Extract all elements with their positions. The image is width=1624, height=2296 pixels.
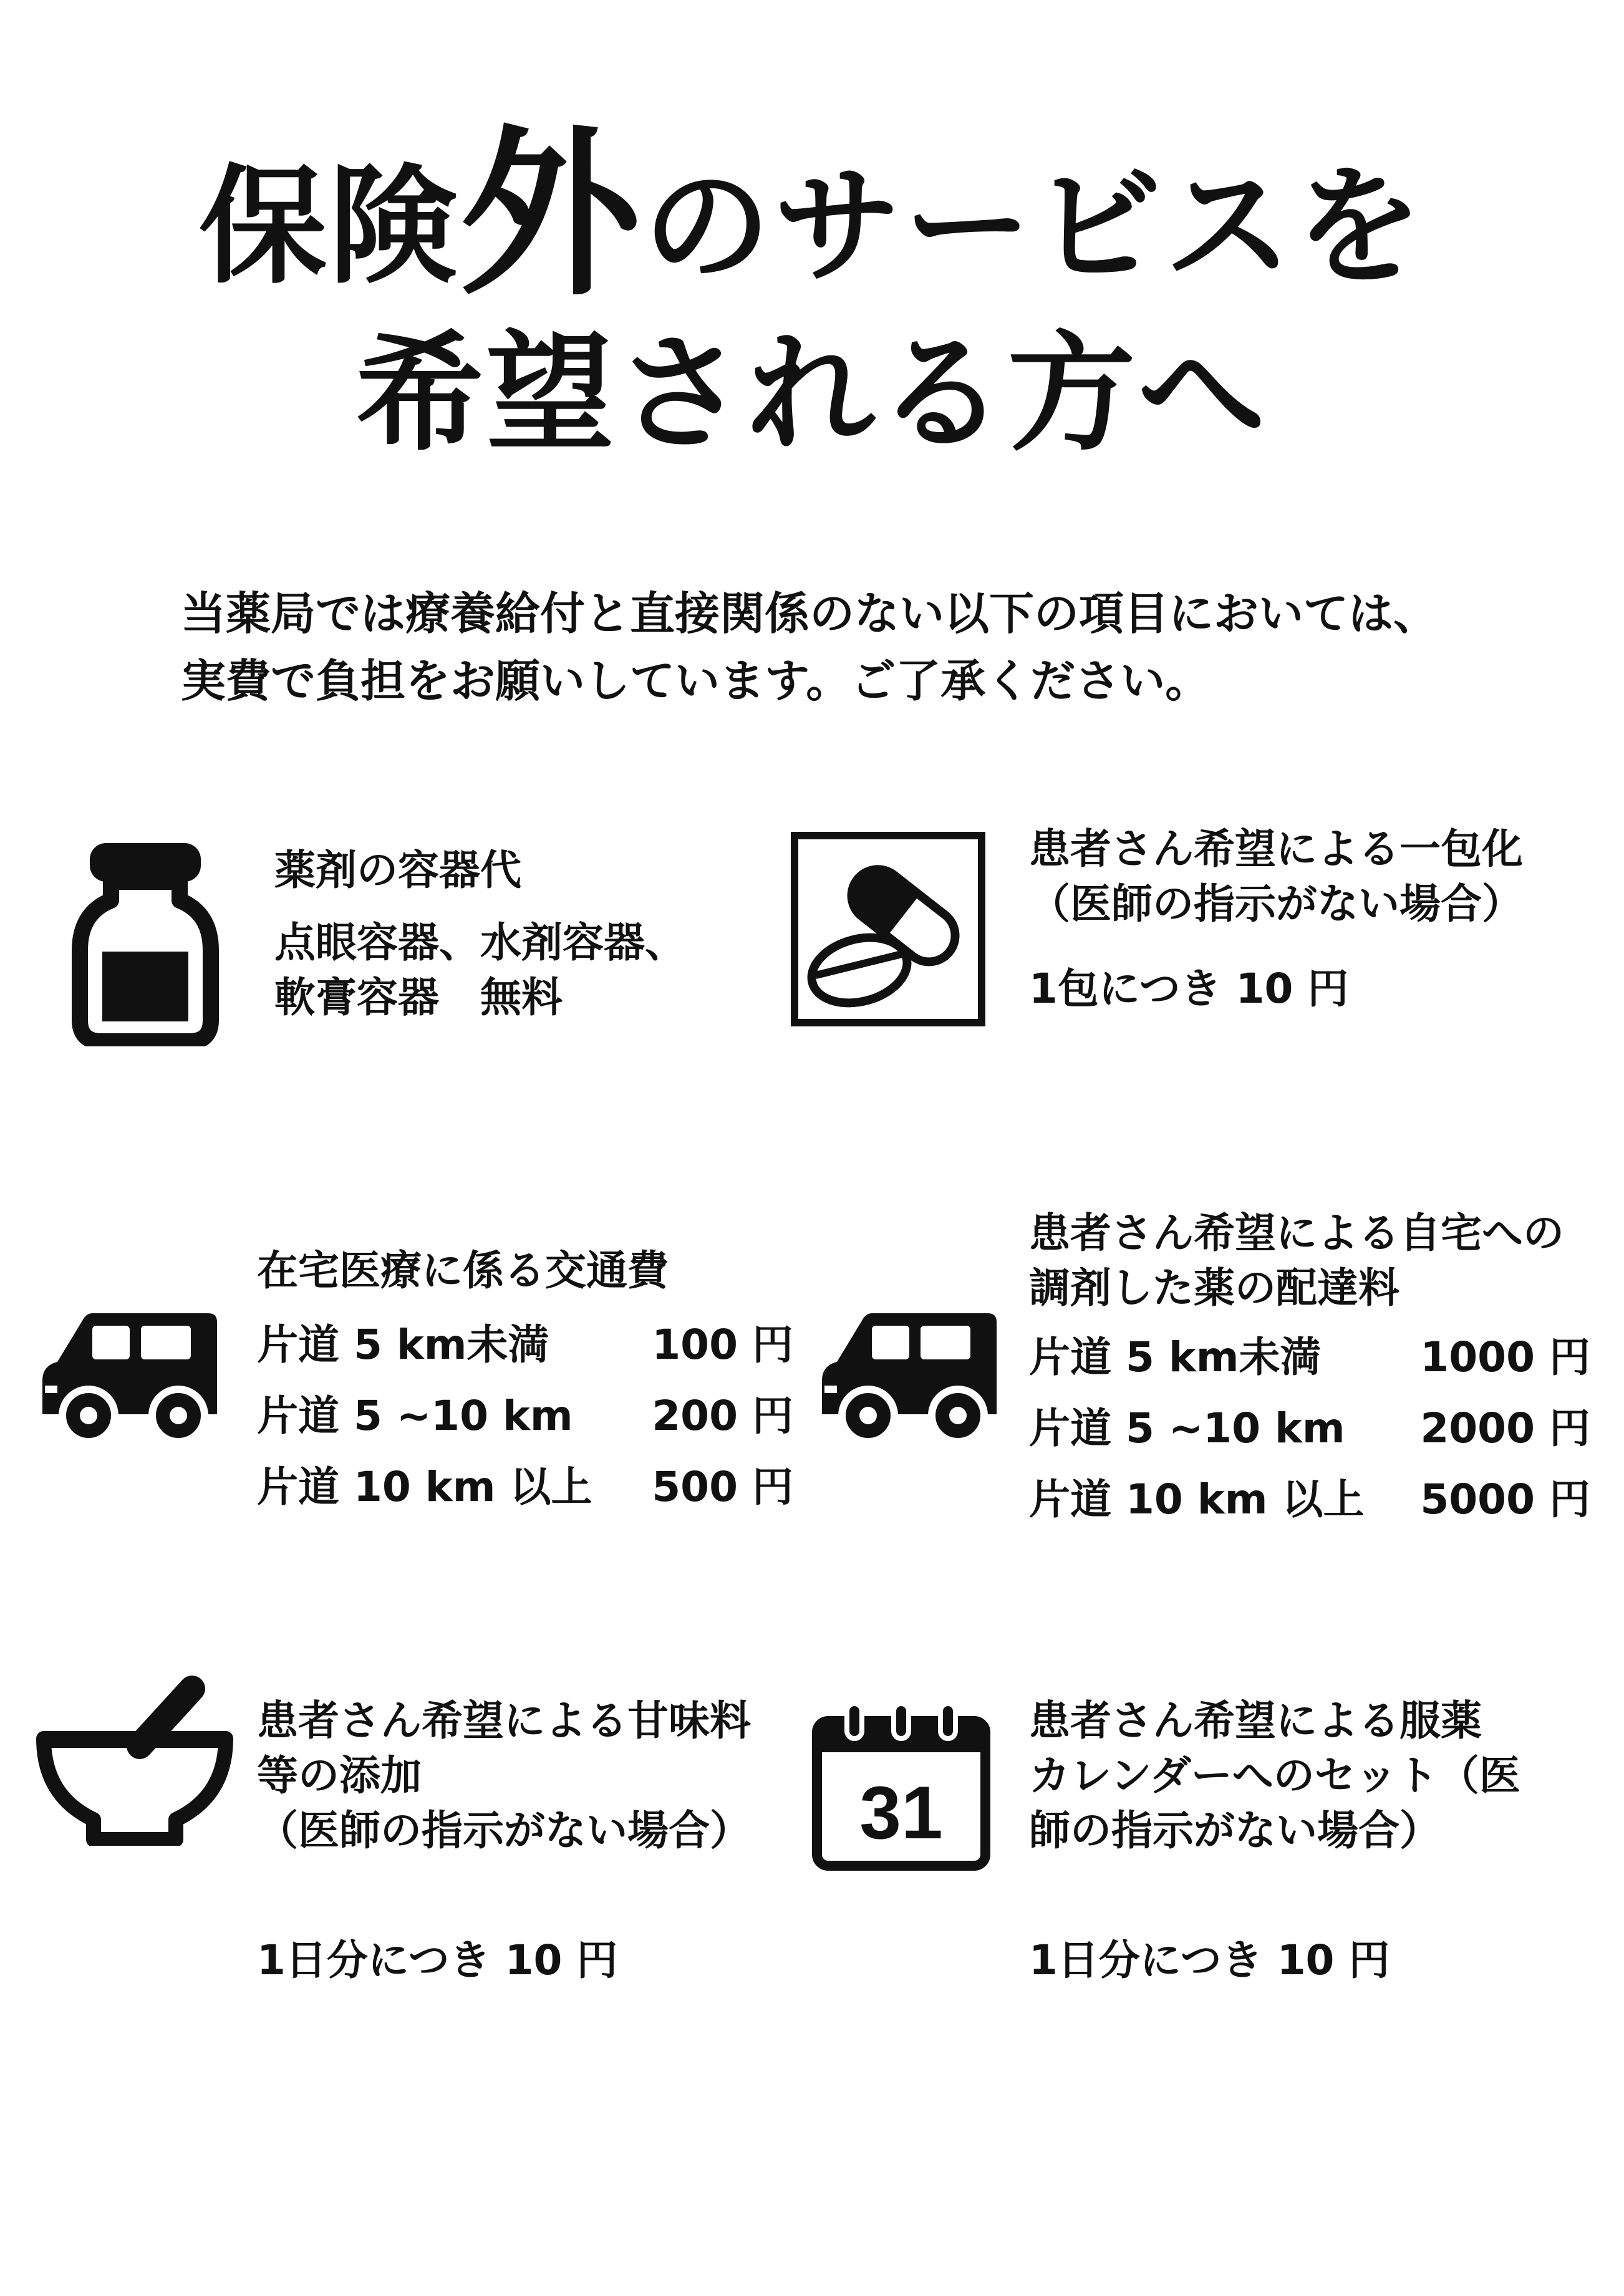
item-heading: 患者さん希望による服薬	[1029, 1697, 1482, 1745]
fee-price: 200 円	[652, 1392, 793, 1440]
item-heading: 等の添加	[257, 1752, 422, 1800]
item-sweetener	[257, 1694, 793, 1988]
intro-line: 実費で負担をお願いしています。ご了承ください。	[181, 655, 1211, 707]
item-heading: カレンダーへのセット（医	[1029, 1752, 1520, 1800]
fee-row	[1029, 1322, 1590, 1393]
medicine-bottle-icon	[67, 841, 223, 1046]
item-calendar-set	[1029, 1694, 1590, 1988]
page-title-line2: 希望される方へ	[355, 320, 1269, 468]
fee-table	[1029, 1322, 1590, 1535]
fee-price: 5000 円	[1420, 1475, 1590, 1523]
fee-distance: 片道 5 km未満	[1029, 1333, 1322, 1381]
fee-row	[257, 1310, 793, 1381]
item-heading: 患者さん希望による甘味料	[257, 1697, 751, 1745]
fee-distance: 片道 10 km 以上	[257, 1463, 592, 1511]
van-icon	[36, 1306, 225, 1448]
fee-price: 100 円	[652, 1321, 793, 1369]
item-fee: 1日分につき 10 円	[1029, 1936, 1390, 1984]
item-note: （医師の指示がない場合）	[1029, 880, 1523, 928]
intro-text	[181, 580, 1438, 715]
item-homecare-transport	[257, 1243, 793, 1523]
item-detail: 軟膏容器 無料	[274, 973, 563, 1021]
fee-distance: 片道 5 ~10 km	[1029, 1404, 1345, 1452]
intro-line: 当薬局では療養給付と直接関係のない以下の項目においては、	[181, 587, 1439, 640]
fee-distance: 片道 10 km 以上	[1029, 1475, 1365, 1523]
title-emphasis: 外	[460, 110, 643, 320]
item-heading: 患者さん希望による自宅への	[1029, 1209, 1564, 1257]
fee-table	[257, 1310, 793, 1523]
fee-row	[257, 1452, 793, 1523]
item-fee: 1包につき 10 円	[1029, 965, 1349, 1013]
fee-distance: 片道 5 ~10 km	[257, 1392, 573, 1440]
fee-price: 2000 円	[1420, 1404, 1590, 1452]
title-prefix: 保険	[199, 153, 460, 301]
fee-price: 1000 円	[1420, 1333, 1590, 1381]
item-heading: 師の指示がない場合）	[1029, 1806, 1441, 1855]
item-heading: 薬剤の容器代	[274, 846, 521, 894]
fee-distance: 片道 5 km未満	[257, 1321, 549, 1369]
title-suffix: のサービスを	[643, 153, 1425, 301]
item-fee: 1日分につき 10 円	[257, 1936, 618, 1984]
mortar-pestle-icon	[35, 1671, 234, 1846]
fee-row	[257, 1381, 793, 1452]
item-heading: 患者さん希望による一包化	[1029, 825, 1523, 873]
calendar-day: 31	[859, 1771, 943, 1855]
item-container-fee	[274, 843, 748, 1025]
fee-row	[1029, 1393, 1590, 1464]
capsule-tablet-icon	[791, 832, 985, 1026]
fee-price: 500 円	[652, 1463, 793, 1511]
item-unit-dose-packing	[1029, 822, 1590, 1016]
item-home-delivery	[1029, 1206, 1590, 1535]
item-heading: 調剤した薬の配達料	[1029, 1264, 1399, 1312]
van-icon	[816, 1306, 1004, 1448]
item-heading: 在宅医療に係る交通費	[257, 1247, 669, 1295]
fee-row	[1029, 1464, 1590, 1535]
page-title-line1	[0, 110, 1624, 320]
calendar-icon	[811, 1700, 992, 1872]
item-note: （医師の指示がない場合）	[257, 1806, 751, 1855]
item-detail: 点眼容器、水剤容器、	[274, 919, 686, 967]
